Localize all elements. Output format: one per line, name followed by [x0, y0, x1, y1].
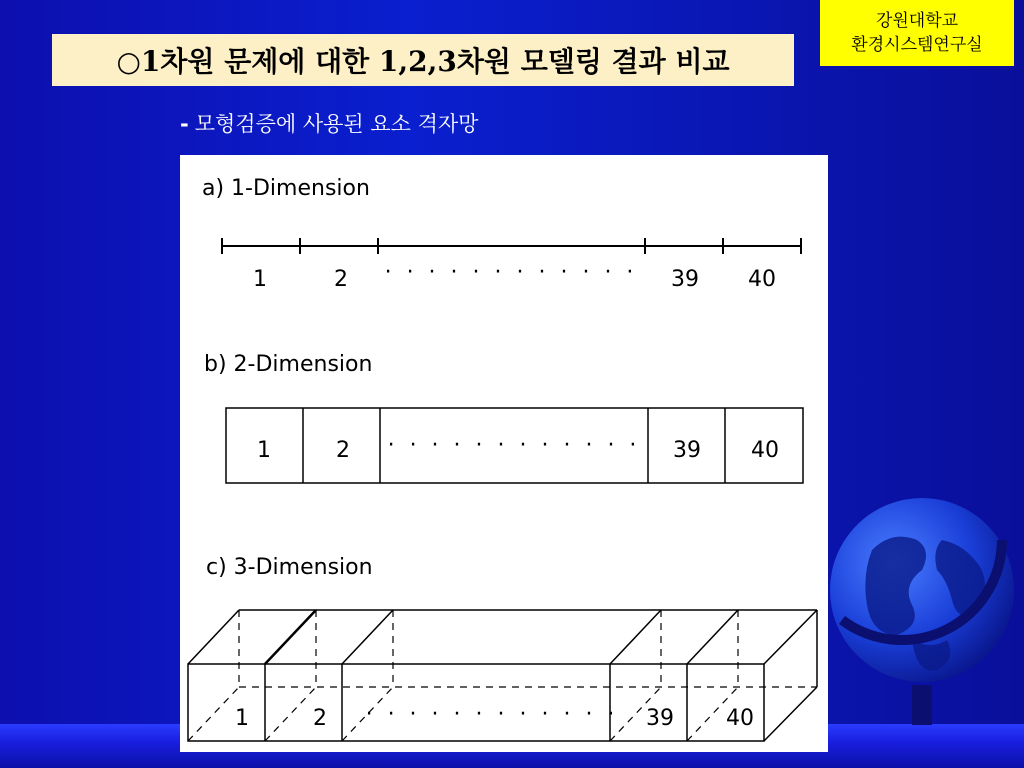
cell-2d-40: 40 — [751, 438, 779, 463]
cell-3d-40: 40 — [726, 706, 754, 731]
lab-badge — [820, 0, 1014, 66]
ellipsis-2d: · · · · · · · · · · · · — [387, 433, 641, 458]
node-1d-2: 2 — [334, 267, 348, 292]
university-name: 강원대학교 — [875, 11, 959, 31]
subtitle — [180, 108, 478, 138]
line-1d — [222, 238, 801, 254]
ellipsis-1d: · · · · · · · · · · · · — [384, 260, 638, 285]
page-title: ○1차원 문제에 대한 1,2,3차원 모델링 결과 비교 — [52, 34, 794, 86]
cell-2d-2: 2 — [336, 438, 350, 463]
node-1d-39: 39 — [671, 267, 699, 292]
cell-3d-1: 1 — [235, 706, 249, 731]
cell-3d-2: 2 — [313, 706, 327, 731]
cell-2d-1: 1 — [257, 438, 271, 463]
lab-name: 환경시스템연구실 — [851, 35, 983, 55]
globe-icon — [812, 480, 1024, 730]
mesh-diagram — [180, 155, 828, 752]
node-1d-1: 1 — [253, 267, 267, 292]
cell-3d-39: 39 — [646, 706, 674, 731]
mesh-diagram-panel — [180, 155, 828, 752]
cell-2d-39: 39 — [673, 438, 701, 463]
label-2d: b) 2-Dimension — [204, 352, 373, 377]
node-1d-40: 40 — [748, 267, 776, 292]
label-1d: a) 1-Dimension — [202, 176, 370, 201]
ellipsis-3d: · · · · · · · · · · · · — [365, 702, 619, 727]
label-3d: c) 3-Dimension — [206, 555, 373, 580]
subtitle-text: 모형검증에 사용된 요소 격자망 — [194, 112, 479, 136]
subtitle-dash: - — [180, 112, 189, 136]
